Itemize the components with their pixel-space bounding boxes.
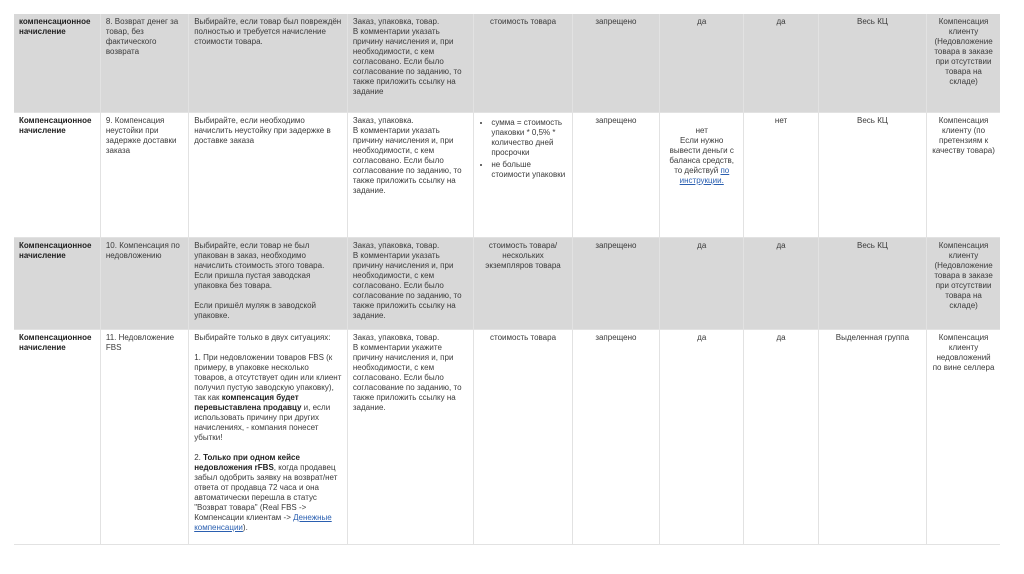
row-attach bbox=[347, 329, 474, 544]
when-situation-1: 1. При недовложении товаров FBS (к примеру, в упаковке несколько товаров, а отсутствует один или клиент получил пустую заводскую упаковку), так как компенсация будет перевыставлена продавцу и, если использовать причину при других начислениях, - компания понесет убытки! bbox=[194, 352, 342, 442]
row-col5: запрещено bbox=[572, 14, 659, 112]
row-amount: стоимость товара bbox=[474, 329, 572, 544]
row-col6: да bbox=[660, 329, 744, 544]
when-situation-2: 2. Только при одном кейсе недовложения rFBS, когда продавец забыл одобрить заявку на возврат/нет ответа от продавца 72 часа и она автоматически перешла в статус "Возврат товара" (Real FBS -> Компенсации клиентам -> Денежные компенсации). bbox=[194, 452, 338, 532]
row-col7: да bbox=[744, 14, 818, 112]
row-when: Выбирайте, если товар был повреждён полностью и требуется начисление стоимости товара. bbox=[189, 14, 348, 112]
row-type: Компенсационное начисление bbox=[14, 112, 100, 237]
attach-line: Заказ, упаковка, товар. bbox=[352, 332, 440, 342]
row-amount bbox=[474, 112, 572, 237]
row-when: Выбирайте, если необходимо начислить неустойку при задержке в доставке заказа bbox=[189, 112, 348, 237]
attach-comment: В комментарии указать причину начисления и, при необходимости, с кем согласовано. Если было согласование по заданию, то также приложить ссылку на задание bbox=[352, 27, 462, 96]
row-col9: Компенсация клиенту (по претензиям к качеству товара) bbox=[927, 112, 1000, 237]
table-row bbox=[14, 237, 1000, 329]
row-type: Компенсационное начисление bbox=[14, 329, 100, 544]
row-case: 8. Возврат денег за товар, без фактического возврата bbox=[100, 14, 188, 112]
list-item: • сумма = стоимость упаковки * 0,5% * количество дней просрочки bbox=[491, 118, 566, 158]
row-col6 bbox=[660, 112, 744, 237]
row-case: 10. Компенсация по недовложению bbox=[100, 237, 188, 329]
attach-line: Заказ, упаковка. bbox=[352, 115, 414, 125]
table-row bbox=[14, 329, 1000, 544]
compensation-table bbox=[14, 14, 1000, 545]
row-type: компенсационное начисление bbox=[14, 14, 100, 112]
row-when bbox=[189, 329, 348, 544]
col6-title: нет bbox=[695, 125, 708, 135]
row-col5: запрещено bbox=[572, 112, 659, 237]
instruction-link[interactable]: по инструкции. bbox=[679, 165, 730, 185]
when-text: Выбирайте, если товар не был упакован в заказ, необходимо начислить стоимость этого товара. Если пришла пустая заводская упаковка без товара. bbox=[194, 240, 325, 290]
money-compensation-link[interactable]: Денежные компенсации bbox=[194, 512, 332, 532]
row-col6: да bbox=[660, 237, 744, 329]
row-type: Компенсационное начисление bbox=[14, 237, 100, 329]
row-amount: стоимость товара bbox=[474, 14, 572, 112]
row-amount: стоимость товара/ нескольких экземпляров товара bbox=[474, 237, 572, 329]
col6-text: Если нужно вывести деньги с баланса средств, то действуй bbox=[669, 135, 735, 175]
row-col9: Компенсация клиенту (Недовложение товара в заказе при отсутствии товара на складе) bbox=[927, 237, 1000, 329]
row-attach bbox=[347, 112, 474, 237]
row-col9: Компенсация клиенту (Недовложение товара в заказе при отсутствии товара на складе) bbox=[927, 14, 1000, 112]
row-case: 9. Компенсация неустойки при задержке доставки заказа bbox=[100, 112, 188, 237]
attach-comment: В комментарии укажите причину начисления и, при необходимости, с кем согласовано. Если было согласование по заданию, то также приложить ссылку на задание. bbox=[352, 342, 462, 412]
row-col7: да bbox=[744, 237, 818, 329]
row-col8: Весь КЦ bbox=[818, 14, 926, 112]
table-row bbox=[14, 112, 1000, 237]
when-text-2: Если пришёл муляж в заводской упаковке. bbox=[194, 300, 316, 320]
row-case: 11. Недовложение FBS bbox=[100, 329, 188, 544]
row-col5: запрещено bbox=[572, 329, 659, 544]
amount-list bbox=[479, 118, 566, 180]
row-col8: Выделенная группа bbox=[818, 329, 926, 544]
row-when bbox=[189, 237, 348, 329]
list-item: • не больше стоимости упаковки bbox=[491, 160, 566, 180]
table-row bbox=[14, 14, 1000, 112]
when-intro: Выбирайте только в двух ситуациях: bbox=[194, 332, 331, 342]
row-col8: Весь КЦ bbox=[818, 237, 926, 329]
row-col7: нет bbox=[744, 112, 818, 237]
attach-line: Заказ, упаковка, товар. bbox=[352, 240, 440, 250]
attach-comment: В комментарии указать причину начисления и, при необходимости, с кем согласовано. Если было согласование по заданию, то также приложить ссылку на задание. bbox=[352, 125, 462, 195]
row-attach bbox=[347, 237, 474, 329]
row-col7: да bbox=[744, 329, 818, 544]
attach-comment: В комментарии указать причину начисления и, при необходимости, с кем согласовано. Если было согласование по заданию, то также приложить ссылку на задание. bbox=[352, 250, 462, 320]
row-col6: да bbox=[660, 14, 744, 112]
row-col9: Компенсация клиенту недовложений по вине селлера bbox=[927, 329, 1000, 544]
row-col8: Весь КЦ bbox=[818, 112, 926, 237]
row-col5: запрещено bbox=[572, 237, 659, 329]
attach-line: Заказ, упаковка, товар. bbox=[352, 17, 440, 26]
row-attach bbox=[347, 14, 474, 112]
